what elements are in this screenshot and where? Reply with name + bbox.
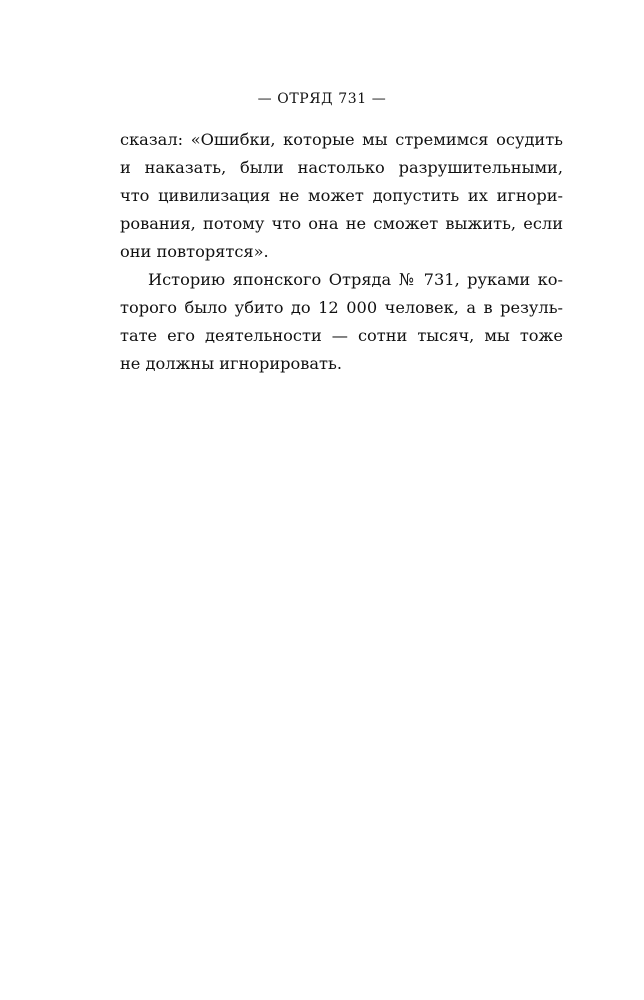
text-line: сказал: «Ошибки, которые мы стремимся осудить [120, 130, 563, 149]
text-line: и наказать, были настолько разрушительными, [120, 158, 563, 177]
text-line: Историю японского Отряда № 731, руками ко- [148, 270, 563, 289]
paragraph-unit-731 [120, 266, 563, 378]
body-text [120, 126, 563, 378]
paragraph-quote [120, 126, 563, 266]
text-line: тате его деятельности — сотни тысяч, мы тоже [120, 326, 563, 345]
text-line: рования, потому что она не сможет выжить, если [120, 214, 563, 233]
text-line: торого было убито до 12 000 человек, а в резуль- [120, 298, 563, 317]
text-line: не должны игнорировать. [120, 354, 342, 373]
text-line: что цивилизация не может допустить их игнори- [120, 186, 563, 205]
text-line: они повторятся». [120, 242, 269, 261]
running-header: — ОТРЯД 731 — [257, 91, 387, 107]
